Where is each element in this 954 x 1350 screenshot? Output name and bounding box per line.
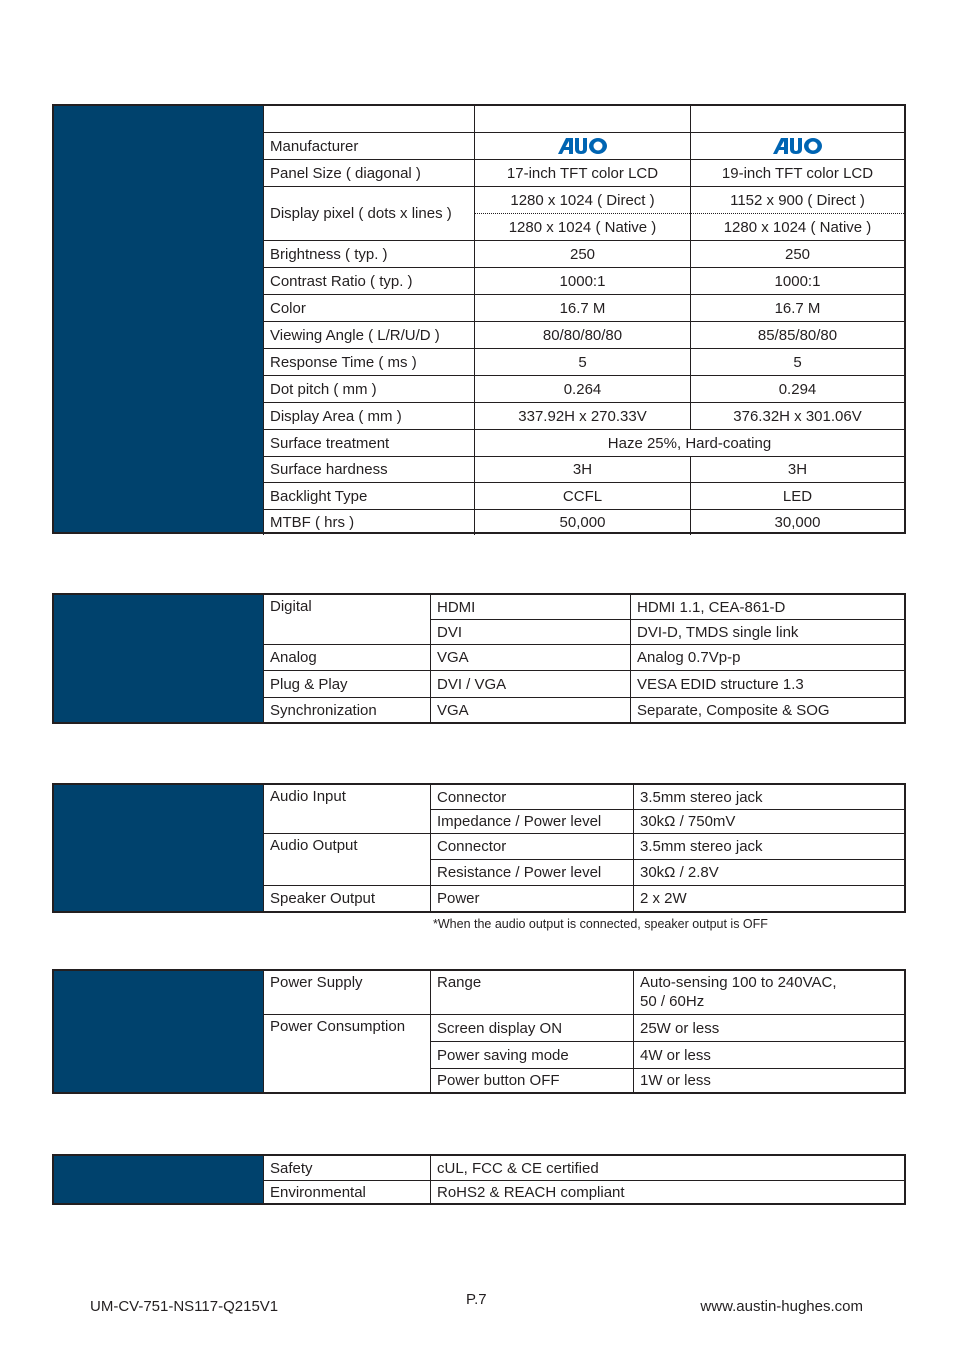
mtbf-label: MTBF ( hrs ) [263,509,474,535]
sync-spec: Separate, Composite & SOG [630,697,904,722]
regulatory-spec-table [263,1156,904,1203]
power-range-line1: Auto-sensing 100 to 240VAC, [640,974,837,991]
dot-pitch-17: 0.264 [474,375,690,402]
contrast-label: Contrast Ratio ( typ. ) [263,267,474,294]
dot-pitch-label: Dot pitch ( mm ) [263,375,474,402]
color-17: 16.7 M [474,294,690,321]
lcd-spec-table [263,106,904,532]
speaker-output-label: Speaker Output [263,885,430,911]
audio-spec-table [263,785,904,911]
power-saving-label: Power saving mode [430,1041,633,1068]
color-19: 16.7 M [690,294,904,321]
display-pixel-native-19: 1280 x 1024 ( Native ) [690,213,904,240]
viewing-angle-19: 85/85/80/80 [690,321,904,348]
manufacturer-label: Manufacturer [263,132,474,159]
hdmi-spec: HDMI 1.1, CEA-861-D [630,595,904,619]
environmental-label: Environmental [263,1180,430,1203]
display-pixel-direct-17: 1280 x 1024 ( Direct ) [474,186,690,213]
mtbf-17: 50,000 [474,509,690,535]
audio-input-connector: Connector [430,785,633,809]
regulatory-spec-section [52,1154,906,1205]
dot-pitch-19: 0.294 [690,375,904,402]
power-off-label: Power button OFF [430,1068,633,1092]
audio-output-resistance: Resistance / Power level [430,859,633,885]
audio-spec-section [52,783,906,913]
display-pixel-label: Display pixel ( dots x lines ) [263,186,474,240]
surface-hardness-17: 3H [474,456,690,482]
display-pixel-direct-19: 1152 x 900 ( Direct ) [690,186,904,213]
power-range-line2: 50 / 60Hz [640,993,705,1010]
manufacturer-17 [474,132,690,159]
mtbf-19: 30,000 [690,509,904,535]
contrast-19: 1000:1 [690,267,904,294]
audio-output-resistance-value: 30kΩ / 2.8V [633,859,904,885]
backlight-label: Backlight Type [263,482,474,509]
audio-output-connector-value: 3.5mm stereo jack [633,833,904,859]
display-area-19: 376.32H x 301.06V [690,402,904,429]
safety-value: cUL, FCC & CE certified [430,1156,904,1180]
viewing-angle-17: 80/80/80/80 [474,321,690,348]
header-19 [690,106,904,132]
backlight-17: CCFL [474,482,690,509]
brightness-19: 250 [690,240,904,267]
brightness-label: Brightness ( typ. ) [263,240,474,267]
auo-logo [558,137,608,155]
header-label [263,106,474,132]
sync-label: Synchronization [263,697,430,722]
power-supply-label: Power Supply [263,971,430,1014]
power-spec-table [263,971,904,1092]
panel-size-17: 17-inch TFT color LCD [474,159,690,186]
audio-note: *When the audio output is connected, speaker output is OFF [433,917,768,931]
plug-play-spec: VESA EDID structure 1.3 [630,670,904,697]
power-spec-section [52,969,906,1094]
footer-website: www.austin-hughes.com [700,1298,863,1315]
viewing-angle-label: Viewing Angle ( L/R/U/D ) [263,321,474,348]
section-band [54,595,263,722]
section-band [54,1156,263,1203]
analog-type: VGA [430,644,630,670]
manufacturer-19 [690,132,904,159]
input-spec-section [52,593,906,724]
lcd-spec-section [52,104,906,534]
footer-page-number: P.7 [466,1291,487,1308]
section-band [54,106,263,532]
audio-input-impedance-value: 30kΩ / 750mV [633,809,904,833]
color-label: Color [263,294,474,321]
plug-play-label: Plug & Play [263,670,430,697]
display-area-17: 337.92H x 270.33V [474,402,690,429]
environmental-value: RoHS2 & REACH compliant [430,1180,904,1203]
surface-hardness-label: Surface hardness [263,456,474,482]
power-consumption-label: Power Consumption [263,1014,430,1092]
plug-play-type: DVI / VGA [430,670,630,697]
response-time-19: 5 [690,348,904,375]
input-spec-table [263,595,904,722]
surface-treatment-label: Surface treatment [263,429,474,456]
screen-on-label: Screen display ON [430,1014,633,1041]
footer-doc-id: UM-CV-751-NS117-Q215V1 [90,1298,279,1315]
digital-label: Digital [263,595,430,644]
dvi-spec: DVI-D, TMDS single link [630,619,904,644]
auo-logo [773,137,823,155]
audio-input-connector-value: 3.5mm stereo jack [633,785,904,809]
surface-hardness-19: 3H [690,456,904,482]
analog-spec: Analog 0.7Vp-p [630,644,904,670]
power-range: Range [430,971,633,1014]
safety-label: Safety [263,1156,430,1180]
contrast-17: 1000:1 [474,267,690,294]
panel-size-19: 19-inch TFT color LCD [690,159,904,186]
response-time-17: 5 [474,348,690,375]
backlight-19: LED [690,482,904,509]
power-off-value: 1W or less [633,1068,904,1092]
audio-input-label: Audio Input [263,785,430,833]
speaker-power: Power [430,885,633,911]
section-band [54,971,263,1092]
audio-output-label: Audio Output [263,833,430,885]
section-band [54,785,263,911]
screen-on-value: 25W or less [633,1014,904,1041]
power-saving-value: 4W or less [633,1041,904,1068]
speaker-power-value: 2 x 2W [633,885,904,911]
response-time-label: Response Time ( ms ) [263,348,474,375]
display-area-label: Display Area ( mm ) [263,402,474,429]
brightness-17: 250 [474,240,690,267]
panel-size-label: Panel Size ( diagonal ) [263,159,474,186]
surface-treatment-value: Haze 25%, Hard-coating [474,429,904,456]
dvi-label: DVI [430,619,630,644]
display-pixel-native-17: 1280 x 1024 ( Native ) [474,213,690,240]
hdmi-label: HDMI [430,595,630,619]
header-17 [474,106,690,132]
audio-input-impedance: Impedance / Power level [430,809,633,833]
power-range-value [633,971,904,1014]
analog-label: Analog [263,644,430,670]
sync-type: VGA [430,697,630,722]
audio-output-connector: Connector [430,833,633,859]
